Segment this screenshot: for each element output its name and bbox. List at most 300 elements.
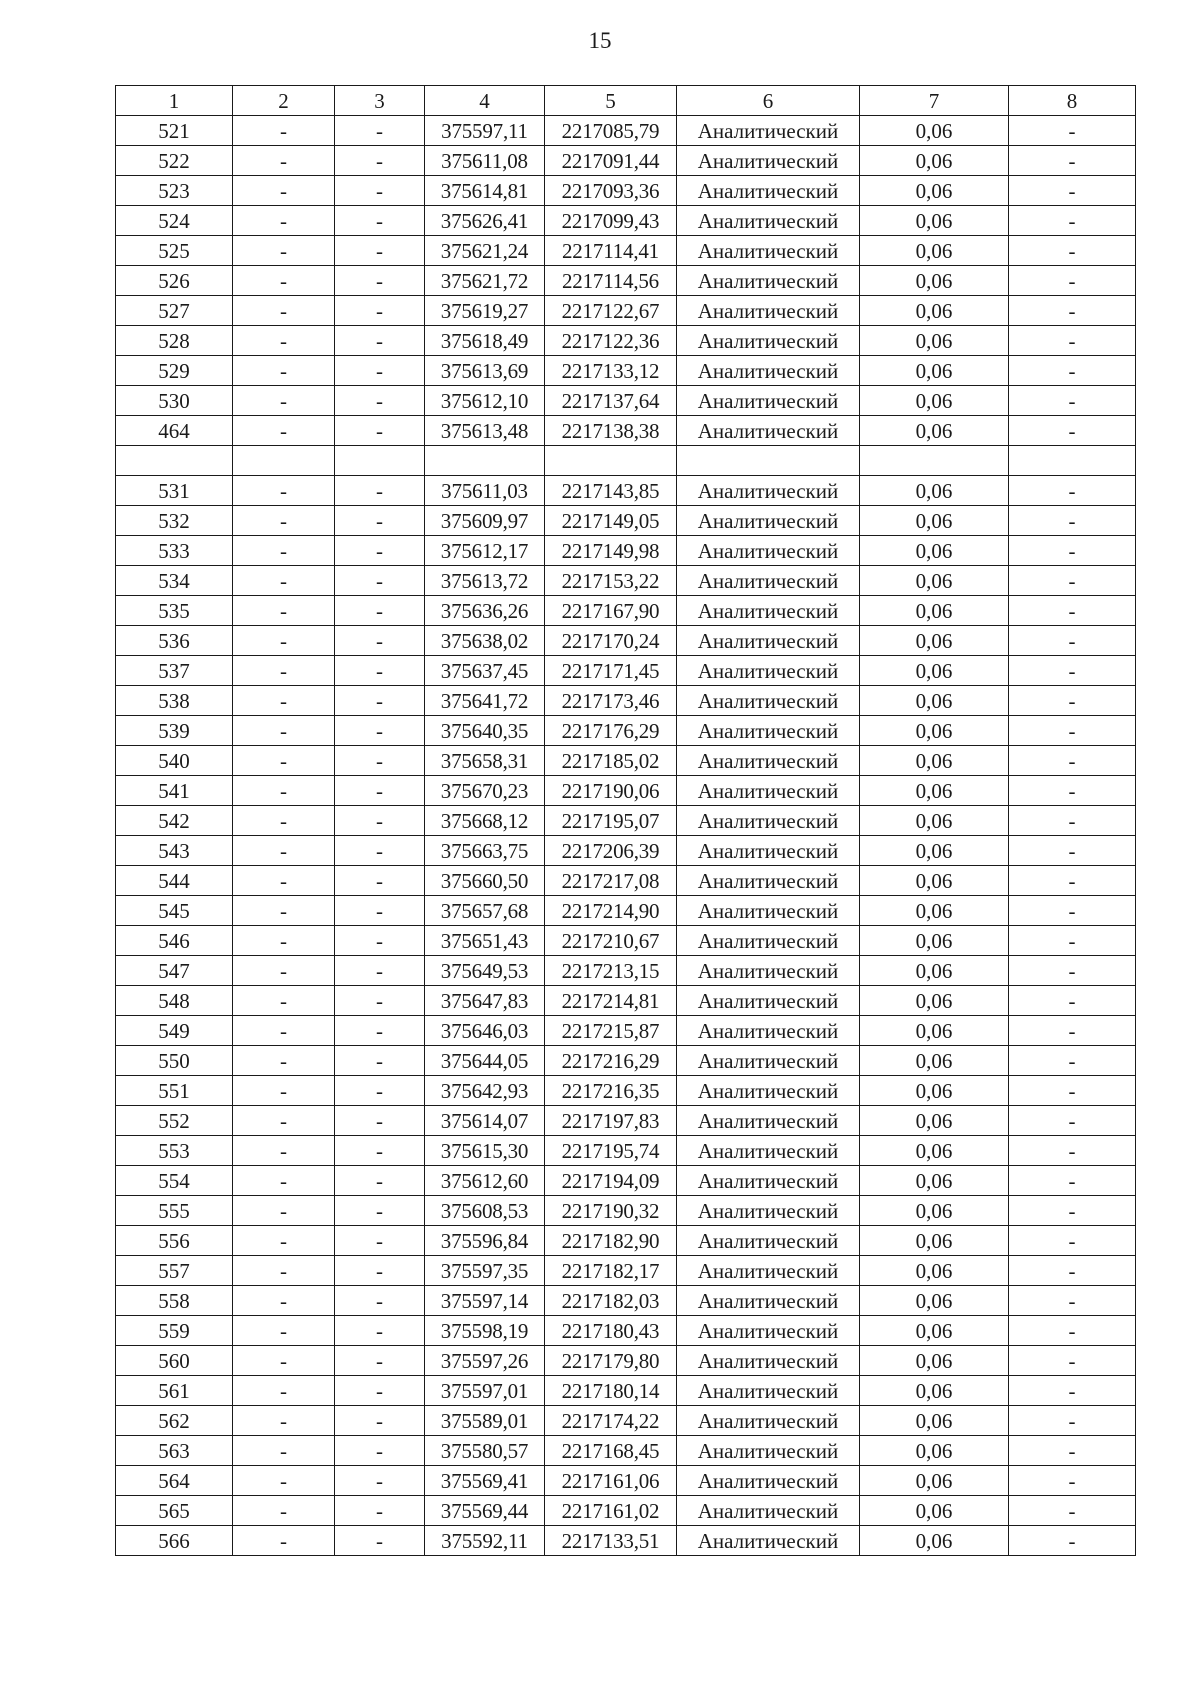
col8-value: - xyxy=(1009,776,1136,806)
method: Аналитический xyxy=(677,1016,860,1046)
method: Аналитический xyxy=(677,746,860,776)
x-coordinate: 375668,12 xyxy=(425,806,545,836)
accuracy: 0,06 xyxy=(860,1196,1009,1226)
col8-value: - xyxy=(1009,1466,1136,1496)
accuracy: 0,06 xyxy=(860,506,1009,536)
method: Аналитический xyxy=(677,1256,860,1286)
col2-value: - xyxy=(233,746,335,776)
y-coordinate: 2217195,07 xyxy=(545,806,677,836)
x-coordinate: 375615,30 xyxy=(425,1136,545,1166)
table-row xyxy=(116,266,1136,296)
col8-value: - xyxy=(1009,506,1136,536)
table-header-row xyxy=(116,86,1136,116)
y-coordinate: 2217133,12 xyxy=(545,356,677,386)
table-row xyxy=(116,716,1136,746)
col8-value: - xyxy=(1009,116,1136,146)
accuracy: 0,06 xyxy=(860,686,1009,716)
col8-value: - xyxy=(1009,326,1136,356)
accuracy: 0,06 xyxy=(860,1136,1009,1166)
col3-value: - xyxy=(335,716,425,746)
col2-value: - xyxy=(233,236,335,266)
y-coordinate: 2217149,98 xyxy=(545,536,677,566)
method: Аналитический xyxy=(677,1526,860,1556)
col8-value: - xyxy=(1009,1526,1136,1556)
method: Аналитический xyxy=(677,536,860,566)
table-row xyxy=(116,1316,1136,1346)
accuracy: 0,06 xyxy=(860,1256,1009,1286)
x-coordinate: 375621,72 xyxy=(425,266,545,296)
y-coordinate: 2217182,17 xyxy=(545,1256,677,1286)
col2-value: - xyxy=(233,896,335,926)
point-number: 551 xyxy=(116,1076,233,1106)
point-number: 552 xyxy=(116,1106,233,1136)
accuracy: 0,06 xyxy=(860,1496,1009,1526)
table-row xyxy=(116,1106,1136,1136)
table-row xyxy=(116,1376,1136,1406)
x-coordinate: 375663,75 xyxy=(425,836,545,866)
col8-value: - xyxy=(1009,1046,1136,1076)
y-coordinate: 2217114,56 xyxy=(545,266,677,296)
y-coordinate: 2217137,64 xyxy=(545,386,677,416)
table-row xyxy=(116,956,1136,986)
y-coordinate: 2217197,83 xyxy=(545,1106,677,1136)
x-coordinate: 375658,31 xyxy=(425,746,545,776)
accuracy: 0,06 xyxy=(860,1166,1009,1196)
method: Аналитический xyxy=(677,476,860,506)
table-row xyxy=(116,1406,1136,1436)
table-row xyxy=(116,536,1136,566)
y-coordinate: 2217099,43 xyxy=(545,206,677,236)
x-coordinate: 375618,49 xyxy=(425,326,545,356)
accuracy: 0,06 xyxy=(860,1346,1009,1376)
table-row xyxy=(116,1496,1136,1526)
column-header-4: 4 xyxy=(425,86,545,116)
table-row xyxy=(116,806,1136,836)
point-number: 524 xyxy=(116,206,233,236)
method: Аналитический xyxy=(677,1496,860,1526)
table-row xyxy=(116,1346,1136,1376)
col3-value: - xyxy=(335,776,425,806)
col2-value: - xyxy=(233,926,335,956)
col3-value: - xyxy=(335,536,425,566)
y-coordinate: 2217182,90 xyxy=(545,1226,677,1256)
y-coordinate: 2217185,02 xyxy=(545,746,677,776)
table-row xyxy=(116,596,1136,626)
column-header-5: 5 xyxy=(545,86,677,116)
point-number: 562 xyxy=(116,1406,233,1436)
x-coordinate: 375589,01 xyxy=(425,1406,545,1436)
col2-value: - xyxy=(233,1226,335,1256)
x-coordinate: 375657,68 xyxy=(425,896,545,926)
y-coordinate: 2217214,90 xyxy=(545,896,677,926)
col2-value: - xyxy=(233,656,335,686)
method: Аналитический xyxy=(677,296,860,326)
method: Аналитический xyxy=(677,1406,860,1436)
col8-value: - xyxy=(1009,476,1136,506)
col3-value: - xyxy=(335,476,425,506)
table-row xyxy=(116,1256,1136,1286)
col2-value: - xyxy=(233,1256,335,1286)
y-coordinate: 2217143,85 xyxy=(545,476,677,506)
col3-value: - xyxy=(335,506,425,536)
col8-value: - xyxy=(1009,716,1136,746)
x-coordinate: 375612,17 xyxy=(425,536,545,566)
x-coordinate: 375569,41 xyxy=(425,1466,545,1496)
col8-value: - xyxy=(1009,836,1136,866)
table-row xyxy=(116,506,1136,536)
x-coordinate: 375597,11 xyxy=(425,116,545,146)
method: Аналитический xyxy=(677,836,860,866)
method: Аналитический xyxy=(677,1466,860,1496)
accuracy: 0,06 xyxy=(860,986,1009,1016)
col8-value: - xyxy=(1009,686,1136,716)
point-number: 550 xyxy=(116,1046,233,1076)
table-row xyxy=(116,776,1136,806)
x-coordinate: 375637,45 xyxy=(425,656,545,686)
x-coordinate: 375641,72 xyxy=(425,686,545,716)
x-coordinate: 375569,44 xyxy=(425,1496,545,1526)
method: Аналитический xyxy=(677,986,860,1016)
col3-value: - xyxy=(335,1196,425,1226)
accuracy: 0,06 xyxy=(860,476,1009,506)
col3-value xyxy=(335,446,425,476)
col8-value: - xyxy=(1009,146,1136,176)
col3-value: - xyxy=(335,1106,425,1136)
table-row xyxy=(116,656,1136,686)
point-number: 549 xyxy=(116,1016,233,1046)
table-row xyxy=(116,386,1136,416)
col3-value: - xyxy=(335,926,425,956)
col8-value: - xyxy=(1009,386,1136,416)
col3-value: - xyxy=(335,1466,425,1496)
col2-value: - xyxy=(233,716,335,746)
page-number: 15 xyxy=(588,28,612,53)
y-coordinate: 2217149,05 xyxy=(545,506,677,536)
col2-value: - xyxy=(233,1436,335,1466)
col8-value: - xyxy=(1009,1316,1136,1346)
table-row xyxy=(116,176,1136,206)
table-row xyxy=(116,1286,1136,1316)
table-row xyxy=(116,986,1136,1016)
x-coordinate: 375660,50 xyxy=(425,866,545,896)
table-row xyxy=(116,626,1136,656)
y-coordinate: 2217190,32 xyxy=(545,1196,677,1226)
col3-value: - xyxy=(335,686,425,716)
col2-value: - xyxy=(233,1376,335,1406)
col8-value: - xyxy=(1009,1166,1136,1196)
col3-value: - xyxy=(335,1166,425,1196)
method: Аналитический xyxy=(677,1346,860,1376)
point-number: 557 xyxy=(116,1256,233,1286)
point-number: 528 xyxy=(116,326,233,356)
table-row xyxy=(116,746,1136,776)
col8-value: - xyxy=(1009,926,1136,956)
y-coordinate: 2217114,41 xyxy=(545,236,677,266)
col2-value xyxy=(233,446,335,476)
col2-value: - xyxy=(233,1046,335,1076)
method: Аналитический xyxy=(677,896,860,926)
accuracy: 0,06 xyxy=(860,1016,1009,1046)
table-row xyxy=(116,296,1136,326)
accuracy: 0,06 xyxy=(860,266,1009,296)
col3-value: - xyxy=(335,356,425,386)
method: Аналитический xyxy=(677,206,860,236)
col3-value: - xyxy=(335,236,425,266)
table-row xyxy=(116,896,1136,926)
x-coordinate: 375609,97 xyxy=(425,506,545,536)
col3-value: - xyxy=(335,806,425,836)
col8-value: - xyxy=(1009,416,1136,446)
x-coordinate: 375612,60 xyxy=(425,1166,545,1196)
point-number: 548 xyxy=(116,986,233,1016)
col3-value: - xyxy=(335,326,425,356)
x-coordinate: 375670,23 xyxy=(425,776,545,806)
method: Аналитический xyxy=(677,356,860,386)
col2-value: - xyxy=(233,806,335,836)
col3-value: - xyxy=(335,266,425,296)
y-coordinate xyxy=(545,446,677,476)
table-body xyxy=(116,116,1136,1556)
col2-value: - xyxy=(233,1166,335,1196)
col8-value: - xyxy=(1009,656,1136,686)
accuracy: 0,06 xyxy=(860,296,1009,326)
y-coordinate: 2217179,80 xyxy=(545,1346,677,1376)
col8-value: - xyxy=(1009,296,1136,326)
x-coordinate: 375621,24 xyxy=(425,236,545,266)
y-coordinate: 2217170,24 xyxy=(545,626,677,656)
x-coordinate: 375608,53 xyxy=(425,1196,545,1226)
table-row xyxy=(116,446,1136,476)
point-number: 534 xyxy=(116,566,233,596)
method: Аналитический xyxy=(677,326,860,356)
col8-value: - xyxy=(1009,1076,1136,1106)
table-row xyxy=(116,1046,1136,1076)
col2-value: - xyxy=(233,1496,335,1526)
point-number: 523 xyxy=(116,176,233,206)
x-coordinate: 375640,35 xyxy=(425,716,545,746)
col3-value: - xyxy=(335,626,425,656)
col3-value: - xyxy=(335,986,425,1016)
col8-value: - xyxy=(1009,1106,1136,1136)
method: Аналитический xyxy=(677,1076,860,1106)
col2-value: - xyxy=(233,416,335,446)
col2-value: - xyxy=(233,386,335,416)
method: Аналитический xyxy=(677,1316,860,1346)
col3-value: - xyxy=(335,296,425,326)
table-row xyxy=(116,1436,1136,1466)
accuracy: 0,06 xyxy=(860,866,1009,896)
col8-value: - xyxy=(1009,1136,1136,1166)
accuracy: 0,06 xyxy=(860,1286,1009,1316)
col2-value: - xyxy=(233,536,335,566)
table-row xyxy=(116,1526,1136,1556)
col3-value: - xyxy=(335,176,425,206)
column-header-6: 6 xyxy=(677,86,860,116)
y-coordinate: 2217173,46 xyxy=(545,686,677,716)
point-number: 464 xyxy=(116,416,233,446)
point-number: 541 xyxy=(116,776,233,806)
col3-value: - xyxy=(335,1406,425,1436)
col2-value: - xyxy=(233,1196,335,1226)
col2-value: - xyxy=(233,626,335,656)
y-coordinate: 2217216,35 xyxy=(545,1076,677,1106)
y-coordinate: 2217214,81 xyxy=(545,986,677,1016)
y-coordinate: 2217153,22 xyxy=(545,566,677,596)
y-coordinate: 2217190,06 xyxy=(545,776,677,806)
col2-value: - xyxy=(233,566,335,596)
col8-value: - xyxy=(1009,626,1136,656)
col2-value: - xyxy=(233,1406,335,1436)
method: Аналитический xyxy=(677,116,860,146)
table-row xyxy=(116,326,1136,356)
x-coordinate: 375597,01 xyxy=(425,1376,545,1406)
table-row xyxy=(116,206,1136,236)
col3-value: - xyxy=(335,416,425,446)
table-row xyxy=(116,836,1136,866)
y-coordinate: 2217180,14 xyxy=(545,1376,677,1406)
method: Аналитический xyxy=(677,686,860,716)
col3-value: - xyxy=(335,1226,425,1256)
point-number: 530 xyxy=(116,386,233,416)
col3-value: - xyxy=(335,1436,425,1466)
y-coordinate: 2217093,36 xyxy=(545,176,677,206)
accuracy: 0,06 xyxy=(860,386,1009,416)
accuracy: 0,06 xyxy=(860,206,1009,236)
point-number: 527 xyxy=(116,296,233,326)
col8-value: - xyxy=(1009,176,1136,206)
point-number: 529 xyxy=(116,356,233,386)
method: Аналитический xyxy=(677,266,860,296)
method: Аналитический xyxy=(677,1286,860,1316)
col3-value: - xyxy=(335,206,425,236)
y-coordinate: 2217138,38 xyxy=(545,416,677,446)
accuracy: 0,06 xyxy=(860,1436,1009,1466)
y-coordinate: 2217194,09 xyxy=(545,1166,677,1196)
col3-value: - xyxy=(335,746,425,776)
y-coordinate: 2217216,29 xyxy=(545,1046,677,1076)
x-coordinate: 375580,57 xyxy=(425,1436,545,1466)
accuracy: 0,06 xyxy=(860,1106,1009,1136)
method: Аналитический xyxy=(677,1046,860,1076)
col8-value: - xyxy=(1009,266,1136,296)
accuracy: 0,06 xyxy=(860,1406,1009,1436)
col3-value: - xyxy=(335,896,425,926)
point-number: 536 xyxy=(116,626,233,656)
method: Аналитический xyxy=(677,386,860,416)
col8-value: - xyxy=(1009,806,1136,836)
point-number: 526 xyxy=(116,266,233,296)
point-number: 559 xyxy=(116,1316,233,1346)
method: Аналитический xyxy=(677,176,860,206)
point-number: 542 xyxy=(116,806,233,836)
y-coordinate: 2217182,03 xyxy=(545,1286,677,1316)
point-number: 531 xyxy=(116,476,233,506)
col8-value: - xyxy=(1009,596,1136,626)
point-number: 538 xyxy=(116,686,233,716)
accuracy: 0,06 xyxy=(860,656,1009,686)
col3-value: - xyxy=(335,596,425,626)
point-number: 537 xyxy=(116,656,233,686)
accuracy: 0,06 xyxy=(860,716,1009,746)
point-number: 564 xyxy=(116,1466,233,1496)
col2-value: - xyxy=(233,266,335,296)
column-header-1: 1 xyxy=(116,86,233,116)
x-coordinate: 375611,08 xyxy=(425,146,545,176)
col2-value: - xyxy=(233,776,335,806)
col2-value: - xyxy=(233,956,335,986)
accuracy: 0,06 xyxy=(860,326,1009,356)
col3-value: - xyxy=(335,956,425,986)
y-coordinate: 2217206,39 xyxy=(545,836,677,866)
method: Аналитический xyxy=(677,1196,860,1226)
column-header-8: 8 xyxy=(1009,86,1136,116)
y-coordinate: 2217195,74 xyxy=(545,1136,677,1166)
x-coordinate: 375646,03 xyxy=(425,1016,545,1046)
table-row xyxy=(116,356,1136,386)
col2-value: - xyxy=(233,686,335,716)
x-coordinate: 375644,05 xyxy=(425,1046,545,1076)
x-coordinate: 375649,53 xyxy=(425,956,545,986)
col8-value: - xyxy=(1009,1286,1136,1316)
x-coordinate: 375614,81 xyxy=(425,176,545,206)
col3-value: - xyxy=(335,1346,425,1376)
y-coordinate: 2217161,02 xyxy=(545,1496,677,1526)
method: Аналитический xyxy=(677,566,860,596)
x-coordinate: 375612,10 xyxy=(425,386,545,416)
method: Аналитический xyxy=(677,596,860,626)
accuracy: 0,06 xyxy=(860,896,1009,926)
point-number: 540 xyxy=(116,746,233,776)
method: Аналитический xyxy=(677,866,860,896)
point-number: 561 xyxy=(116,1376,233,1406)
x-coordinate: 375638,02 xyxy=(425,626,545,656)
point-number: 565 xyxy=(116,1496,233,1526)
col3-value: - xyxy=(335,1076,425,1106)
method: Аналитический xyxy=(677,236,860,266)
col2-value: - xyxy=(233,1106,335,1136)
method: Аналитический xyxy=(677,926,860,956)
table-row xyxy=(116,1196,1136,1226)
col3-value: - xyxy=(335,116,425,146)
col2-value: - xyxy=(233,1466,335,1496)
col2-value: - xyxy=(233,1316,335,1346)
col8-value: - xyxy=(1009,1406,1136,1436)
point-number: 522 xyxy=(116,146,233,176)
table-row xyxy=(116,866,1136,896)
col3-value: - xyxy=(335,1496,425,1526)
x-coordinate: 375647,83 xyxy=(425,986,545,1016)
accuracy: 0,06 xyxy=(860,776,1009,806)
y-coordinate: 2217180,43 xyxy=(545,1316,677,1346)
column-header-2: 2 xyxy=(233,86,335,116)
table-row xyxy=(116,926,1136,956)
x-coordinate: 375596,84 xyxy=(425,1226,545,1256)
x-coordinate: 375619,27 xyxy=(425,296,545,326)
table-row xyxy=(116,1076,1136,1106)
x-coordinate: 375611,03 xyxy=(425,476,545,506)
point-number: 539 xyxy=(116,716,233,746)
y-coordinate: 2217168,45 xyxy=(545,1436,677,1466)
accuracy: 0,06 xyxy=(860,1076,1009,1106)
col8-value: - xyxy=(1009,866,1136,896)
col3-value: - xyxy=(335,146,425,176)
y-coordinate: 2217213,15 xyxy=(545,956,677,986)
y-coordinate: 2217091,44 xyxy=(545,146,677,176)
col8-value: - xyxy=(1009,1346,1136,1376)
col2-value: - xyxy=(233,866,335,896)
col8-value: - xyxy=(1009,1016,1136,1046)
coordinates-table xyxy=(115,85,1136,1556)
